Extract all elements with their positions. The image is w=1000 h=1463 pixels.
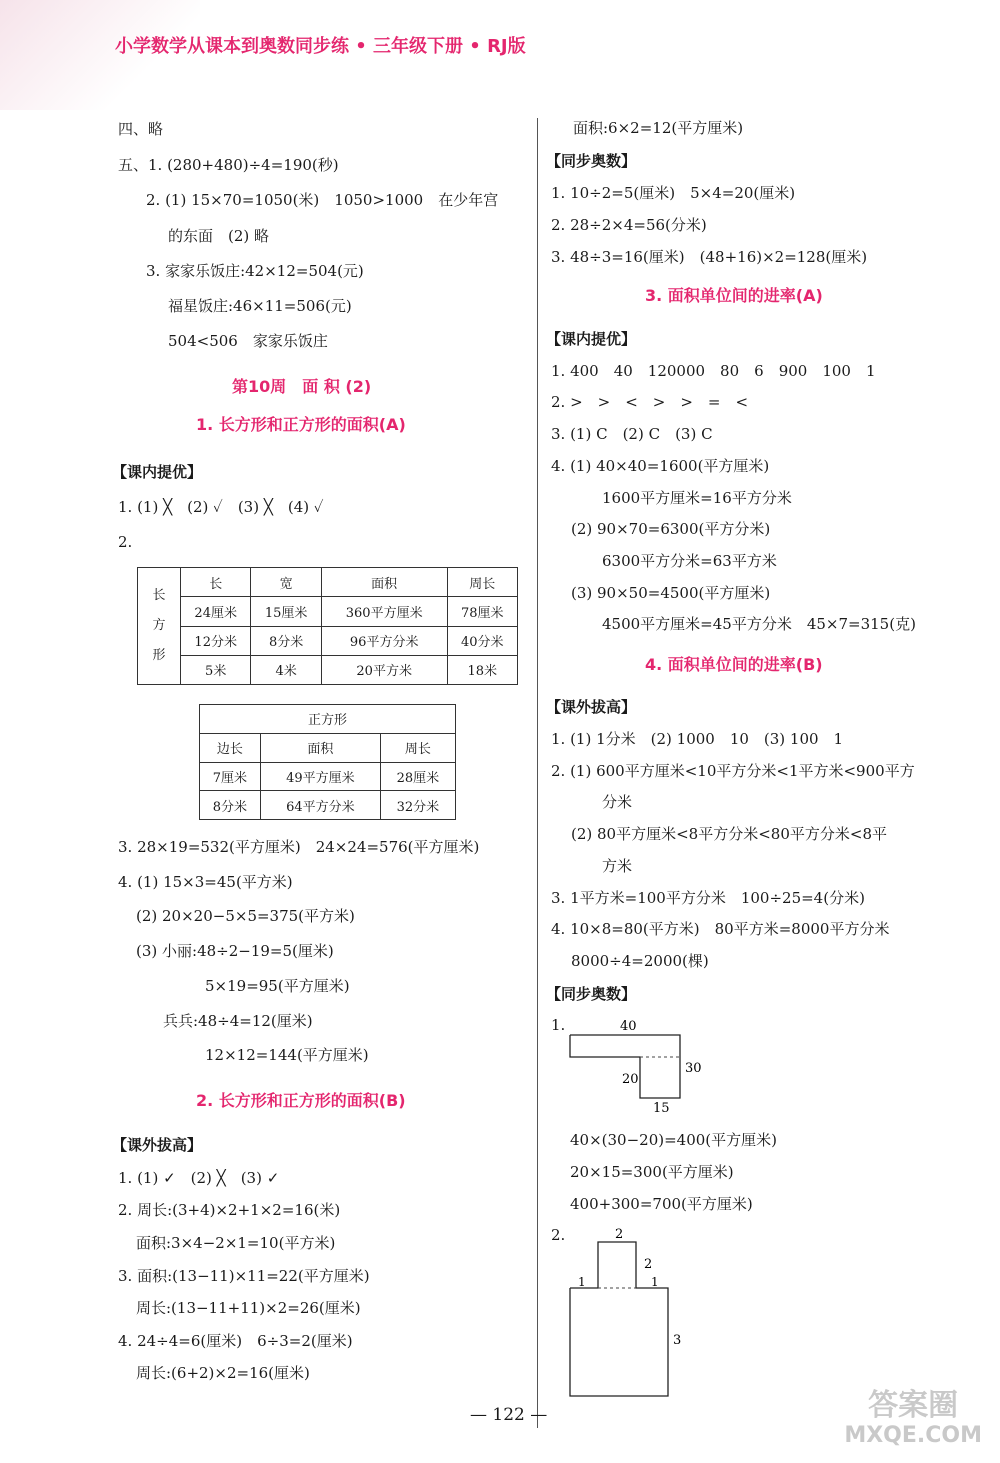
r0-line: 面积:6×2=12(平方厘米) — [573, 119, 744, 137]
header-cell: 周长 — [380, 733, 455, 762]
section-5-q3-line2: 福星饭庄:46×11=506(元) — [168, 297, 352, 315]
table-row — [138, 655, 518, 684]
table-cell: 32分米 — [380, 791, 455, 820]
b4-line2: 周长:(6+2)×2=16(厘米) — [136, 1364, 310, 1382]
d2-line3: (2) 80平方厘米<8平方分米<80平方分米<8平 — [571, 825, 887, 843]
b2-line1: 2. 周长:(3+4)×2+1×2=16(米) — [118, 1201, 341, 1219]
rect-side-label: 长 方 形 — [138, 568, 181, 685]
c2-line: 2. > > < > > = < — [551, 393, 749, 411]
table-cell: 4米 — [251, 655, 321, 684]
table-cell: 8分米 — [200, 791, 261, 820]
l-shape-figure — [560, 1010, 720, 1115]
c3-line: 3. (1) C (2) C (3) C — [551, 425, 713, 443]
bracket-heading: 【课外拔高】 — [546, 698, 637, 716]
e2-label: 2. — [551, 1226, 566, 1244]
table-row — [138, 626, 518, 655]
label-left-1: 1 — [578, 1275, 586, 1289]
table-row — [200, 762, 456, 791]
square-table-title: 正方形 — [200, 705, 456, 734]
section-4: 四、略 — [118, 120, 164, 138]
section-5-q2-line2: 的东面 (2) 略 — [168, 227, 270, 245]
table-cell: 18米 — [447, 655, 517, 684]
b3-line1: 3. 面积:(13−11)×11=22(平方厘米) — [118, 1267, 370, 1285]
table-cell: 64平方分米 — [260, 791, 380, 820]
c4-line1: 4. (1) 40×40=1600(平方厘米) — [551, 457, 770, 475]
a2-line: 2. 28÷2×4=56(分米) — [551, 216, 707, 234]
d2-line4: 方米 — [602, 857, 633, 875]
d2-line1: 2. (1) 600平方厘米<10平方分米<1平方米<900平方 — [551, 762, 915, 780]
table-cell: 15厘米 — [251, 597, 321, 626]
c4-line6: 4500平方厘米=45平方分米 45×7=315(克) — [602, 615, 916, 633]
table-cell: 40分米 — [447, 626, 517, 655]
step-shape-outline — [570, 1242, 668, 1396]
step-shape-figure — [560, 1226, 700, 1406]
table-row — [138, 597, 518, 626]
b3-line2: 周长:(13−11+11)×2=26(厘米) — [136, 1299, 361, 1317]
d4-line1: 4. 10×8=80(平方米) 80平方米=8000平方分米 — [551, 920, 890, 938]
square-table — [199, 704, 456, 820]
page-number: — 122 — — [470, 1405, 548, 1425]
q3-line: 3. 28×19=532(平方厘米) 24×24=576(平方厘米) — [118, 838, 480, 856]
q4-line5: 兵兵:48÷4=12(厘米) — [163, 1012, 313, 1030]
header-cell: 周长 — [447, 568, 517, 597]
section-5-q1: 五、1. (280+480)÷4=190(秒) — [118, 156, 339, 174]
section-5-q2-line1: 2. (1) 15×70=1050(米) 1050>1000 在少年宫 — [146, 191, 499, 209]
d1-line: 1. (1) 1分米 (2) 1000 10 (3) 100 1 — [551, 730, 844, 748]
q4-line6: 12×12=144(平方厘米) — [205, 1046, 369, 1064]
c1-line: 1. 400 40 120000 80 6 900 100 1 — [551, 362, 876, 380]
b1-line: 1. (1) ✓ (2) ╳ (3) ✓ — [118, 1169, 280, 1187]
header-cell: 边长 — [200, 733, 261, 762]
label-15: 15 — [653, 1101, 670, 1115]
b4-line1: 4. 24÷4=6(厘米) 6÷3=2(厘米) — [118, 1332, 353, 1350]
bracket-heading: 【课外拔高】 — [112, 1136, 203, 1154]
e1-line3: 400+300=700(平方厘米) — [570, 1195, 753, 1213]
b2-line2: 面积:3×4−2×1=10(平方米) — [136, 1234, 336, 1252]
c4-line2: 1600平方厘米=16平方分米 — [602, 489, 792, 507]
table-cell: 360平方厘米 — [321, 597, 447, 626]
label-inner-2: 2 — [644, 1257, 653, 1272]
q1-line: 1. (1) ╳ (2) ✓ (3) ╳ (4) ✓ — [118, 498, 324, 516]
column-divider — [537, 118, 538, 1428]
label-right-1: 1 — [651, 1275, 659, 1289]
label-30: 30 — [685, 1061, 702, 1076]
running-header: 小学数学从课本到奥数同步练 • 三年级下册 • RJ版 — [115, 36, 526, 57]
l-shape-outline — [570, 1035, 680, 1098]
table-cell: 20平方米 — [321, 655, 447, 684]
label-40: 40 — [620, 1019, 637, 1034]
watermark-url: MXQE.COM — [844, 1423, 982, 1448]
section-heading-3: 3. 面积单位间的进率(A) — [645, 286, 823, 305]
table-cell: 24厘米 — [181, 597, 251, 626]
table-row — [200, 791, 456, 820]
week-heading: 第10周 面 积 (2) — [232, 377, 372, 396]
q4-line1: 4. (1) 15×3=45(平方米) — [118, 873, 293, 891]
e1-line1: 40×(30−20)=400(平方厘米) — [570, 1131, 778, 1149]
section-heading-1: 1. 长方形和正方形的面积(A) — [196, 415, 406, 434]
table-cell: 8分米 — [251, 626, 321, 655]
d2-line2: 分米 — [602, 793, 633, 811]
q4-line4: 5×19=95(平方厘米) — [205, 977, 350, 995]
bracket-heading: 【课内提优】 — [112, 463, 203, 481]
header-cell: 面积 — [321, 568, 447, 597]
e1-line2: 20×15=300(平方厘米) — [570, 1163, 734, 1181]
label-20: 20 — [622, 1072, 639, 1087]
table-cell: 49平方厘米 — [260, 762, 380, 791]
c4-line3: (2) 90×70=6300(平方分米) — [571, 520, 771, 538]
header-cell: 长 — [181, 568, 251, 597]
header-cell: 宽 — [251, 568, 321, 597]
watermark — [844, 1388, 982, 1451]
table-cell: 78厘米 — [447, 597, 517, 626]
bracket-heading: 【课内提优】 — [546, 330, 637, 348]
d3-line: 3. 1平方米=100平方分米 100÷25=4(分米) — [551, 889, 865, 907]
q4-line2: (2) 20×20−5×5=375(平方米) — [136, 907, 355, 925]
c4-line4: 6300平方分米=63平方米 — [602, 552, 777, 570]
table-cell: 7厘米 — [200, 762, 261, 791]
a1-line: 1. 10÷2=5(厘米) 5×4=20(厘米) — [551, 184, 796, 202]
q2-label: 2. — [118, 533, 133, 551]
table-cell: 28厘米 — [380, 762, 455, 791]
bracket-heading: 【同步奥数】 — [546, 152, 637, 170]
e1-label: 1. — [551, 1016, 566, 1034]
table-cell: 96平方分米 — [321, 626, 447, 655]
watermark-logo-text: 答案圈 — [868, 1388, 959, 1423]
d4-line2: 8000÷4=2000(棵) — [571, 952, 709, 970]
section-5-q3-line1: 3. 家家乐饭庄:42×12=504(元) — [146, 262, 364, 280]
q4-line3: (3) 小丽:48÷2−19=5(厘米) — [136, 942, 334, 960]
bracket-heading: 【同步奥数】 — [546, 985, 637, 1003]
table-cell: 5米 — [181, 655, 251, 684]
rectangle-table — [137, 567, 518, 685]
header-cell: 面积 — [260, 733, 380, 762]
section-heading-2: 2. 长方形和正方形的面积(B) — [196, 1091, 406, 1110]
label-top-2: 2 — [615, 1227, 624, 1242]
section-5-q3-line3: 504<506 家家乐饭庄 — [168, 332, 328, 350]
section-heading-4: 4. 面积单位间的进率(B) — [645, 655, 823, 674]
c4-line5: (3) 90×50=4500(平方厘米) — [571, 584, 771, 602]
a3-line: 3. 48÷3=16(厘米) (48+16)×2=128(厘米) — [551, 248, 868, 266]
table-cell: 12分米 — [181, 626, 251, 655]
label-side-3: 3 — [673, 1333, 682, 1348]
